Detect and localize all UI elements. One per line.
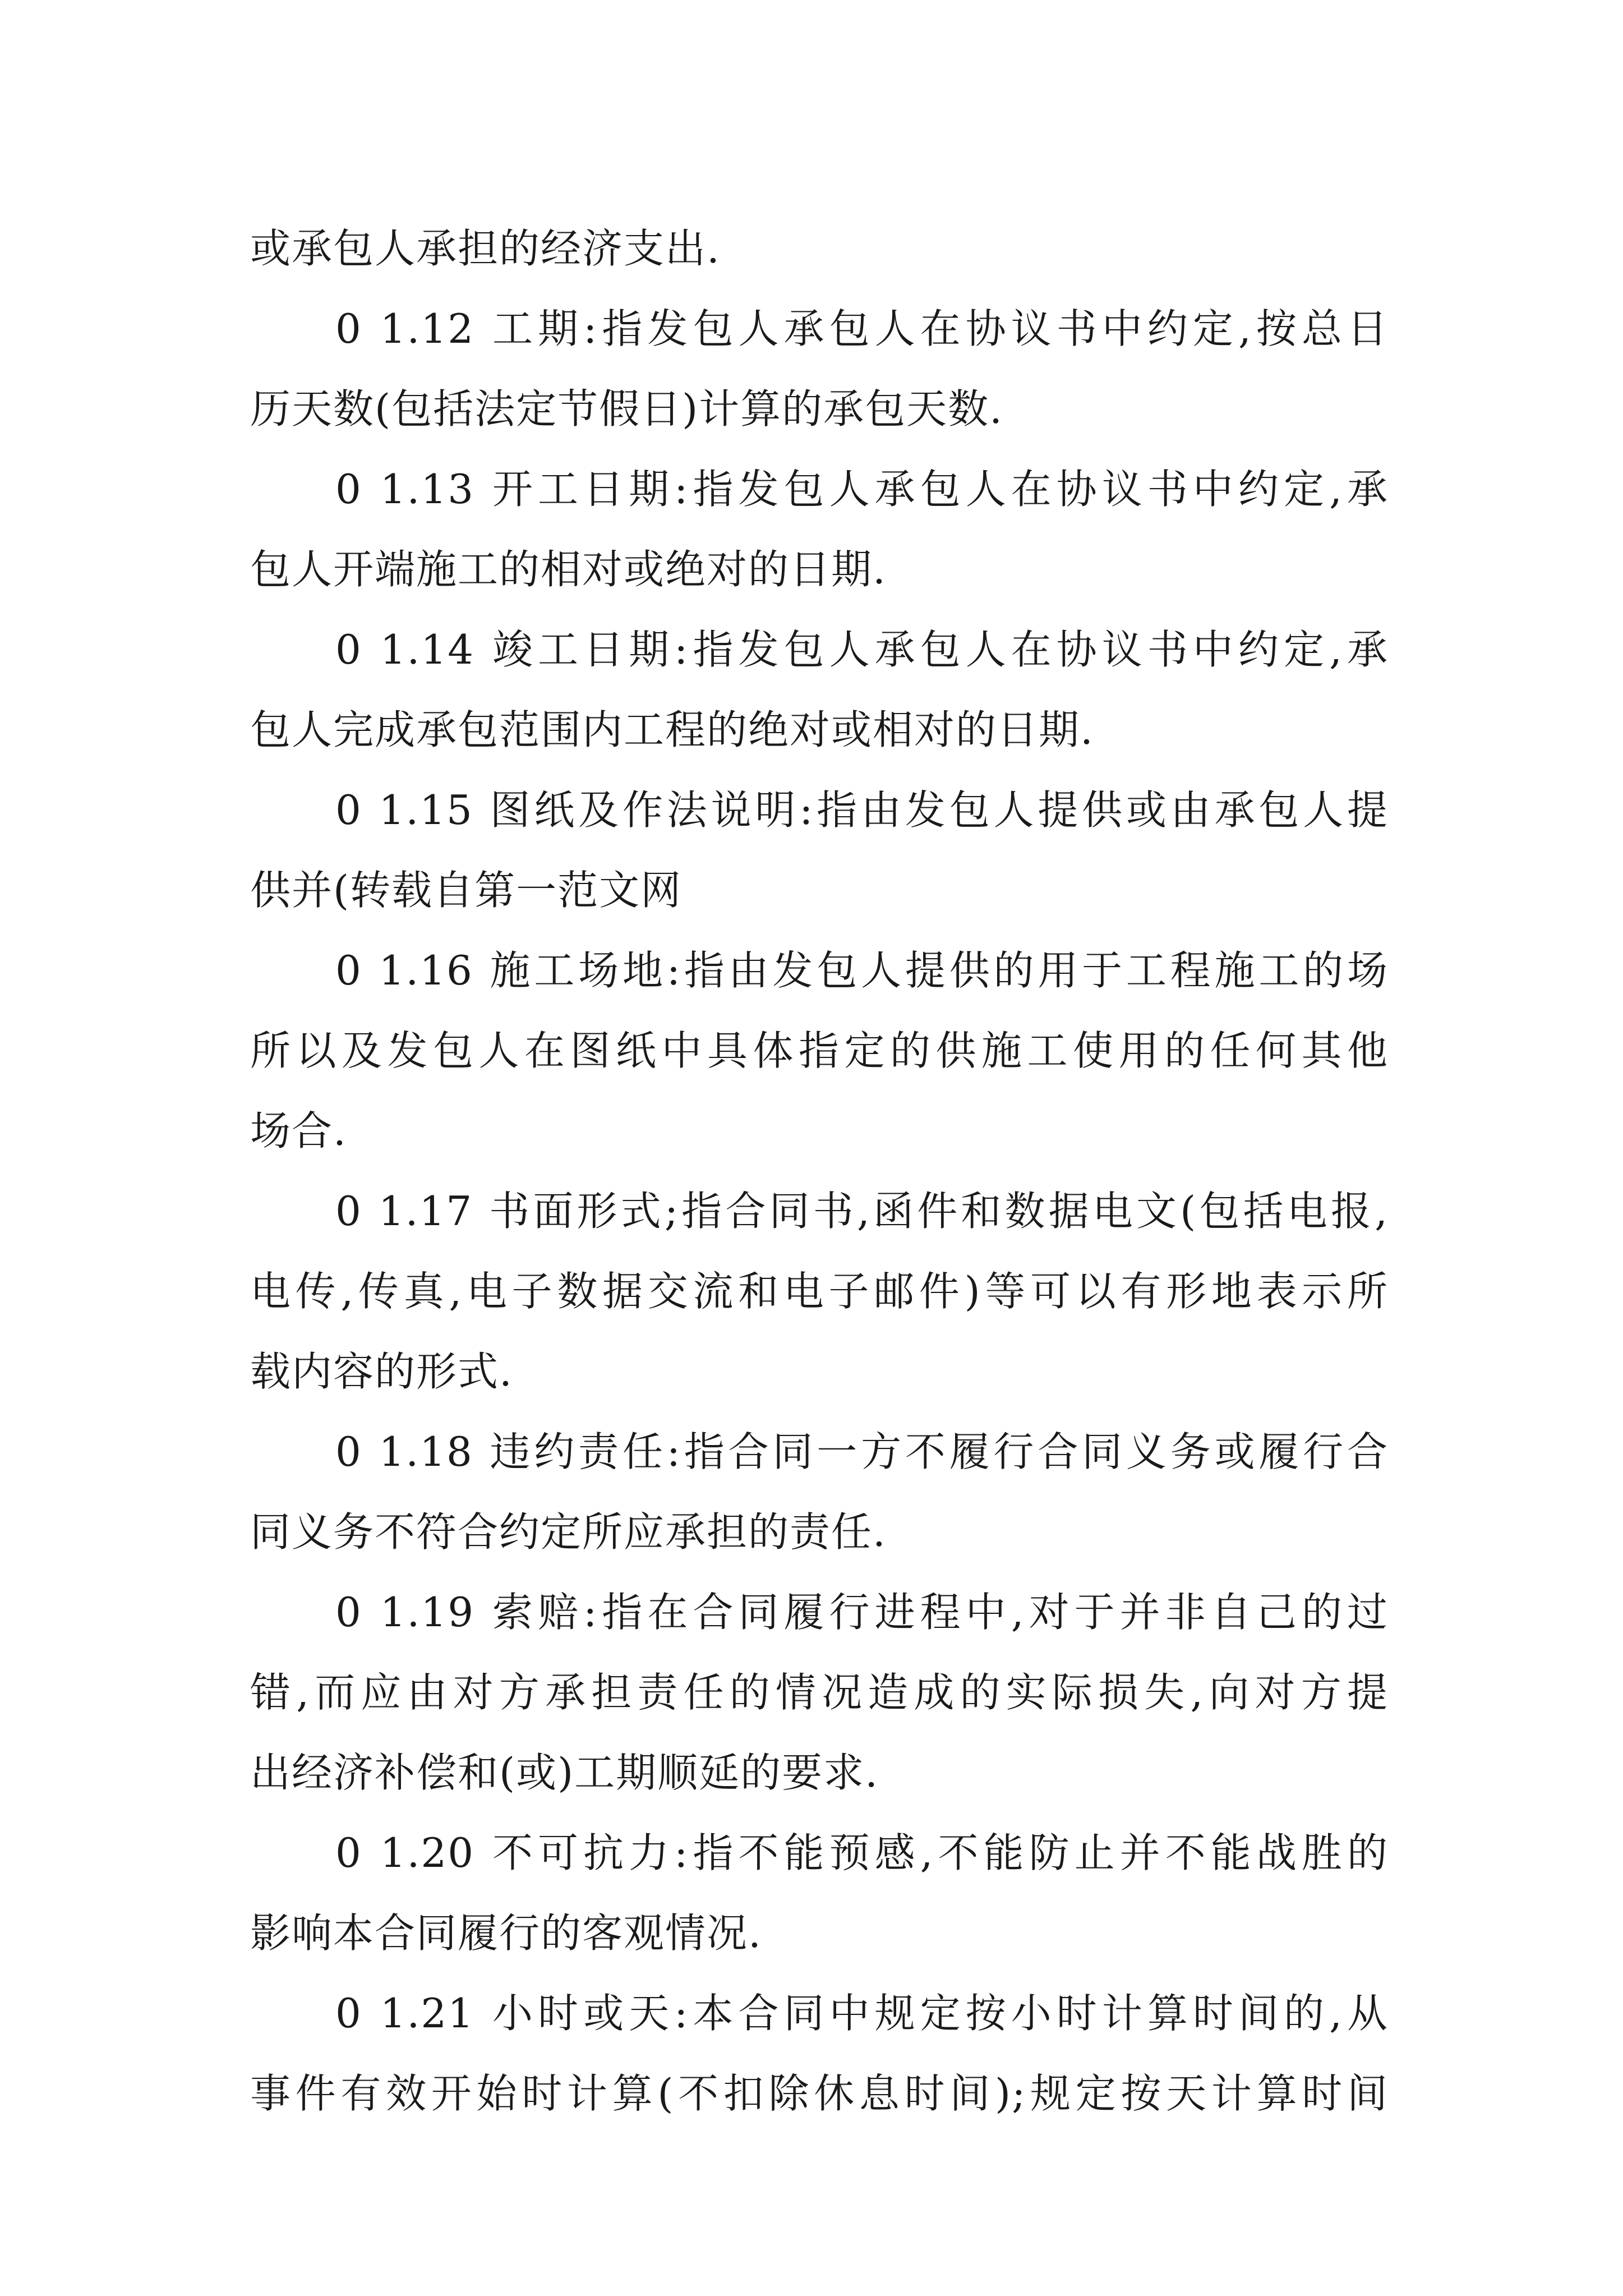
text-line: 包人完成承包范围内工程的绝对或相对的日期. bbox=[250, 706, 1094, 753]
clause-first-line: 0 1.18 违约责任:指合同一方不履行合同义务或履行合 bbox=[335, 1428, 1389, 1475]
clause-first-line: 0 1.17 书面形式;指合同书,函件和数据电文(包括电报, bbox=[335, 1188, 1389, 1235]
text-line: 包人开端施工的相对或绝对的日期. bbox=[250, 546, 887, 593]
clause-first-line: 0 1.13 开工日期:指发包人承包人在协议书中约定,承 bbox=[335, 466, 1389, 513]
text-line: 事件有效开始时计算(不扣除休息时间);规定按天计算时间 bbox=[250, 2070, 1389, 2117]
clause-first-line: 0 1.16 施工场地:指由发包人提供的用于工程施工的场 bbox=[335, 947, 1389, 994]
text-line: 所以及发包人在图纸中具体指定的供施工使用的任何其他 bbox=[250, 1027, 1389, 1074]
text-line: 场合. bbox=[250, 1107, 347, 1154]
text-line: 出经济补偿和(或)工期顺延的要求. bbox=[250, 1749, 879, 1796]
clause-first-line: 0 1.12 工期:指发包人承包人在协议书中约定,按总日 bbox=[335, 305, 1389, 352]
clause-first-line: 0 1.20 不可抗力:指不能预感,不能防止并不能战胜的 bbox=[335, 1829, 1389, 1876]
clause-first-line: 0 1.15 图纸及作法说明:指由发包人提供或由承包人提 bbox=[335, 786, 1389, 834]
clause-first-line: 0 1.19 索赔:指在合同履行进程中,对于并非自己的过 bbox=[335, 1589, 1389, 1636]
text-line: 电传,传真,电子数据交流和电子邮件)等可以有形地表示所 bbox=[250, 1268, 1389, 1315]
text-line: 或承包人承担的经济支出. bbox=[250, 225, 721, 272]
text-line: 供并(转载自第一范文网 bbox=[250, 867, 683, 914]
text-line: 历天数(包括法定节假日)计算的承包天数. bbox=[250, 385, 1004, 432]
clause-first-line: 0 1.21 小时或天:本合同中规定按小时计算时间的,从 bbox=[335, 1990, 1389, 2037]
text-line: 错,而应由对方承担责任的情况造成的实际损失,向对方提 bbox=[250, 1669, 1389, 1716]
clause-first-line: 0 1.14 竣工日期:指发包人承包人在协议书中约定,承 bbox=[335, 626, 1389, 673]
text-line: 载内容的形式. bbox=[250, 1348, 513, 1395]
document-body bbox=[250, 209, 1389, 2134]
text-line: 同义务不符合约定所应承担的责任. bbox=[250, 1508, 887, 1556]
text-line: 影响本合同履行的客观情况. bbox=[250, 1910, 762, 1957]
